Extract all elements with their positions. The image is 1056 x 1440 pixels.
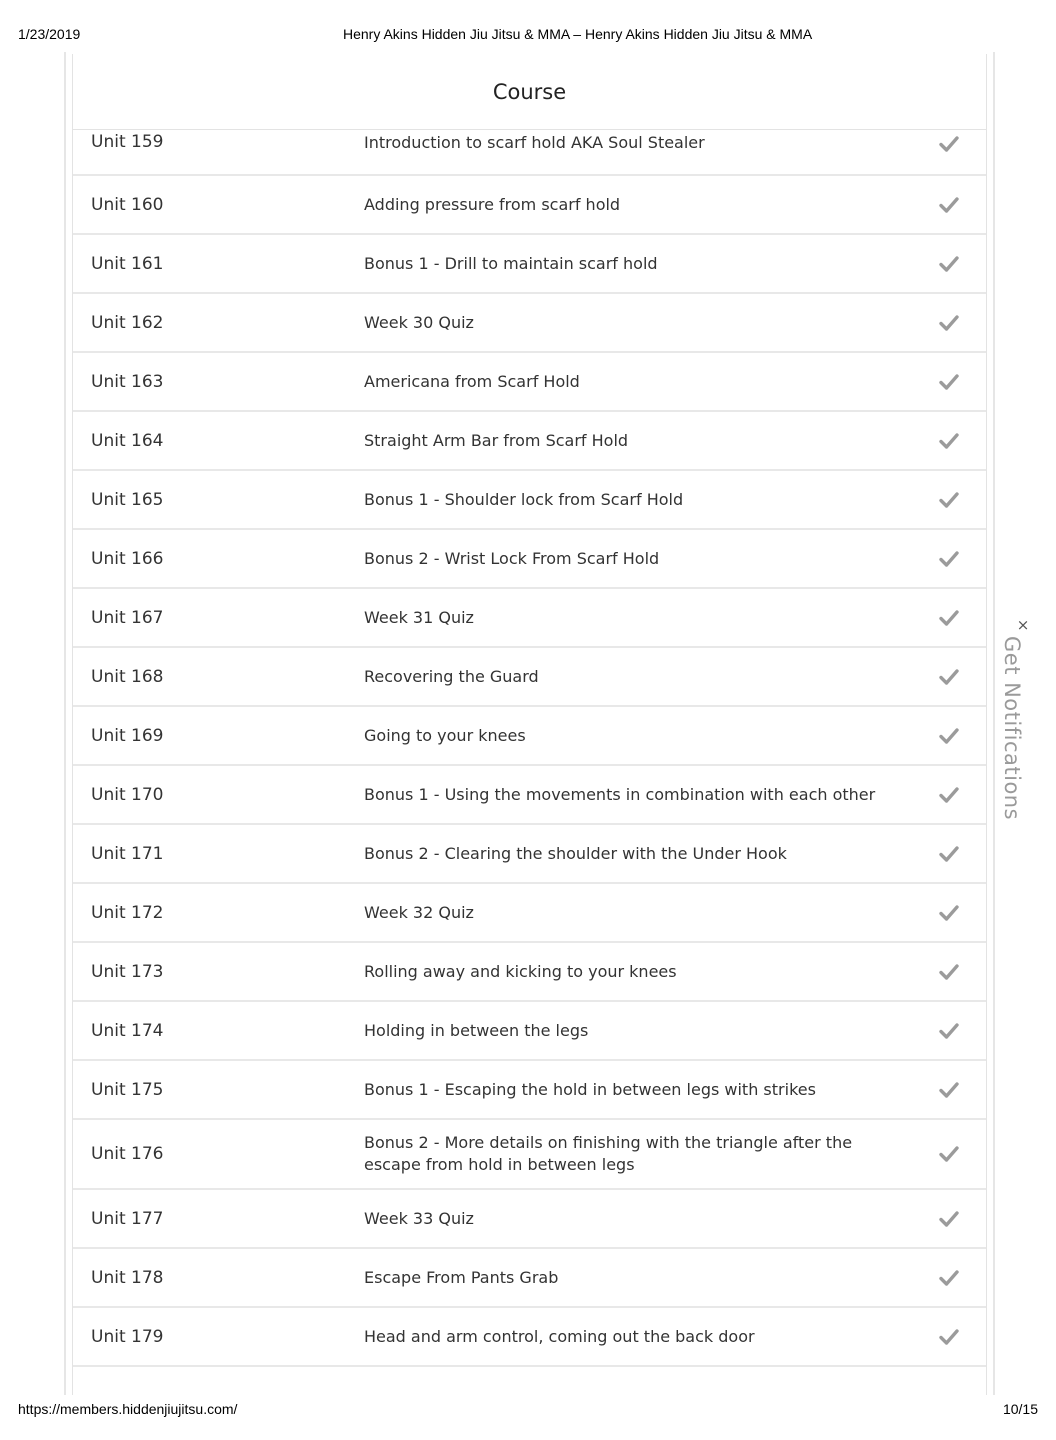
unit-row-164[interactable] <box>73 412 986 471</box>
check-icon <box>938 1326 960 1348</box>
check-icon <box>938 371 960 393</box>
print-page-title: Henry Akins Hidden Jiu Jitsu & MMA – Henry Akins Hidden Jiu Jitsu & MMA <box>343 26 813 42</box>
course-title: Course <box>73 54 986 130</box>
unit-row-161[interactable] <box>73 235 986 294</box>
unit-row-178[interactable] <box>73 1249 986 1308</box>
unit-number: Unit 170 <box>91 784 164 805</box>
unit-number: Unit 159 <box>91 132 164 152</box>
check-icon <box>938 1020 960 1042</box>
unit-number: Unit 163 <box>91 371 164 392</box>
unit-number: Unit 178 <box>91 1267 164 1288</box>
unit-number: Unit 171 <box>91 843 164 864</box>
check-icon <box>938 666 960 688</box>
unit-row-165[interactable] <box>73 471 986 530</box>
check-icon <box>938 312 960 334</box>
check-icon <box>938 784 960 806</box>
unit-title-link[interactable]: Week 32 Quiz <box>364 902 474 922</box>
unit-title-link[interactable]: Bonus 1 - Using the movements in combination with each other <box>364 784 876 804</box>
unit-title-link[interactable]: Recovering the Guard <box>364 666 539 686</box>
course-panel <box>72 54 987 1395</box>
unit-number: Unit 177 <box>91 1208 164 1229</box>
unit-title-link[interactable]: Week 30 Quiz <box>364 312 474 332</box>
unit-title-link[interactable]: Holding in between the legs <box>364 1020 589 1040</box>
print-url: https://members.hiddenjiujitsu.com/ <box>18 1401 238 1417</box>
unit-number: Unit 176 <box>91 1144 164 1164</box>
unit-row-175[interactable] <box>73 1061 986 1120</box>
check-icon <box>938 1143 960 1165</box>
unit-list <box>73 130 986 1367</box>
check-icon <box>938 1208 960 1230</box>
unit-title-link[interactable]: Head and arm control, coming out the back door <box>364 1326 755 1346</box>
unit-number: Unit 179 <box>91 1326 164 1347</box>
unit-title-link[interactable]: Bonus 2 - More details on finishing with the triangle after the escape from hold in between legs <box>364 1133 853 1174</box>
unit-title-link[interactable]: Introduction to scarf hold AKA Soul Stealer <box>364 133 705 152</box>
unit-number: Unit 160 <box>91 194 164 215</box>
unit-row-167[interactable] <box>73 589 986 648</box>
unit-row-160[interactable] <box>73 176 986 235</box>
unit-title-link[interactable]: Straight Arm Bar from Scarf Hold <box>364 430 629 450</box>
check-icon <box>938 133 960 155</box>
unit-number: Unit 172 <box>91 902 164 923</box>
check-icon <box>938 843 960 865</box>
unit-title-link[interactable]: Bonus 2 - Clearing the shoulder with the Under Hook <box>364 843 787 863</box>
print-footer <box>0 1395 1056 1440</box>
unit-title-link[interactable]: Americana from Scarf Hold <box>364 371 580 391</box>
unit-title-link[interactable]: Bonus 1 - Shoulder lock from Scarf Hold <box>364 489 684 509</box>
unit-number: Unit 174 <box>91 1020 164 1041</box>
check-icon <box>938 961 960 983</box>
check-icon <box>938 1079 960 1101</box>
unit-row-172[interactable] <box>73 884 986 943</box>
check-icon <box>938 607 960 629</box>
check-icon <box>938 548 960 570</box>
unit-row-173[interactable] <box>73 943 986 1002</box>
unit-number: Unit 167 <box>91 607 164 628</box>
print-date: 1/23/2019 <box>18 26 81 42</box>
unit-row-171[interactable] <box>73 825 986 884</box>
unit-number: Unit 162 <box>91 312 164 333</box>
unit-row-163[interactable] <box>73 353 986 412</box>
unit-number: Unit 165 <box>91 489 164 510</box>
unit-number: Unit 168 <box>91 666 164 687</box>
unit-title-link[interactable]: Escape From Pants Grab <box>364 1267 559 1287</box>
check-icon <box>938 1267 960 1289</box>
check-icon <box>938 253 960 275</box>
unit-number: Unit 166 <box>91 548 164 569</box>
unit-row-159[interactable] <box>73 130 986 176</box>
check-icon <box>938 902 960 924</box>
unit-number: Unit 161 <box>91 253 164 274</box>
unit-title-link[interactable]: Rolling away and kicking to your knees <box>364 961 677 981</box>
print-page-number: 10/15 <box>1002 1401 1038 1417</box>
unit-row-170[interactable] <box>73 766 986 825</box>
get-notifications-label[interactable]: Get Notifications <box>1000 636 1024 821</box>
unit-title-link[interactable]: Adding pressure from scarf hold <box>364 194 621 214</box>
check-icon <box>938 194 960 216</box>
unit-row-162[interactable] <box>73 294 986 353</box>
unit-row-166[interactable] <box>73 530 986 589</box>
unit-row-169[interactable] <box>73 707 986 766</box>
unit-number: Unit 173 <box>91 961 164 982</box>
unit-number: Unit 175 <box>91 1079 164 1100</box>
check-icon <box>938 430 960 452</box>
unit-title-link[interactable]: Week 33 Quiz <box>364 1208 474 1228</box>
check-icon <box>938 725 960 747</box>
unit-title-link[interactable]: Bonus 2 - Wrist Lock From Scarf Hold <box>364 548 660 568</box>
unit-row-168[interactable] <box>73 648 986 707</box>
unit-number: Unit 169 <box>91 725 164 746</box>
check-icon <box>938 489 960 511</box>
unit-row-179[interactable] <box>73 1308 986 1367</box>
unit-number: Unit 164 <box>91 430 164 451</box>
unit-title-link[interactable]: Going to your knees <box>364 725 526 745</box>
unit-title-link[interactable]: Bonus 1 - Drill to maintain scarf hold <box>364 253 658 273</box>
unit-row-174[interactable] <box>73 1002 986 1061</box>
unit-title-link[interactable]: Week 31 Quiz <box>364 607 474 627</box>
close-icon[interactable]: × <box>1016 616 1030 634</box>
unit-title-link[interactable]: Bonus 1 - Escaping the hold in between legs with strikes <box>364 1079 816 1099</box>
unit-row-176[interactable] <box>73 1120 986 1190</box>
unit-row-177[interactable] <box>73 1190 986 1249</box>
